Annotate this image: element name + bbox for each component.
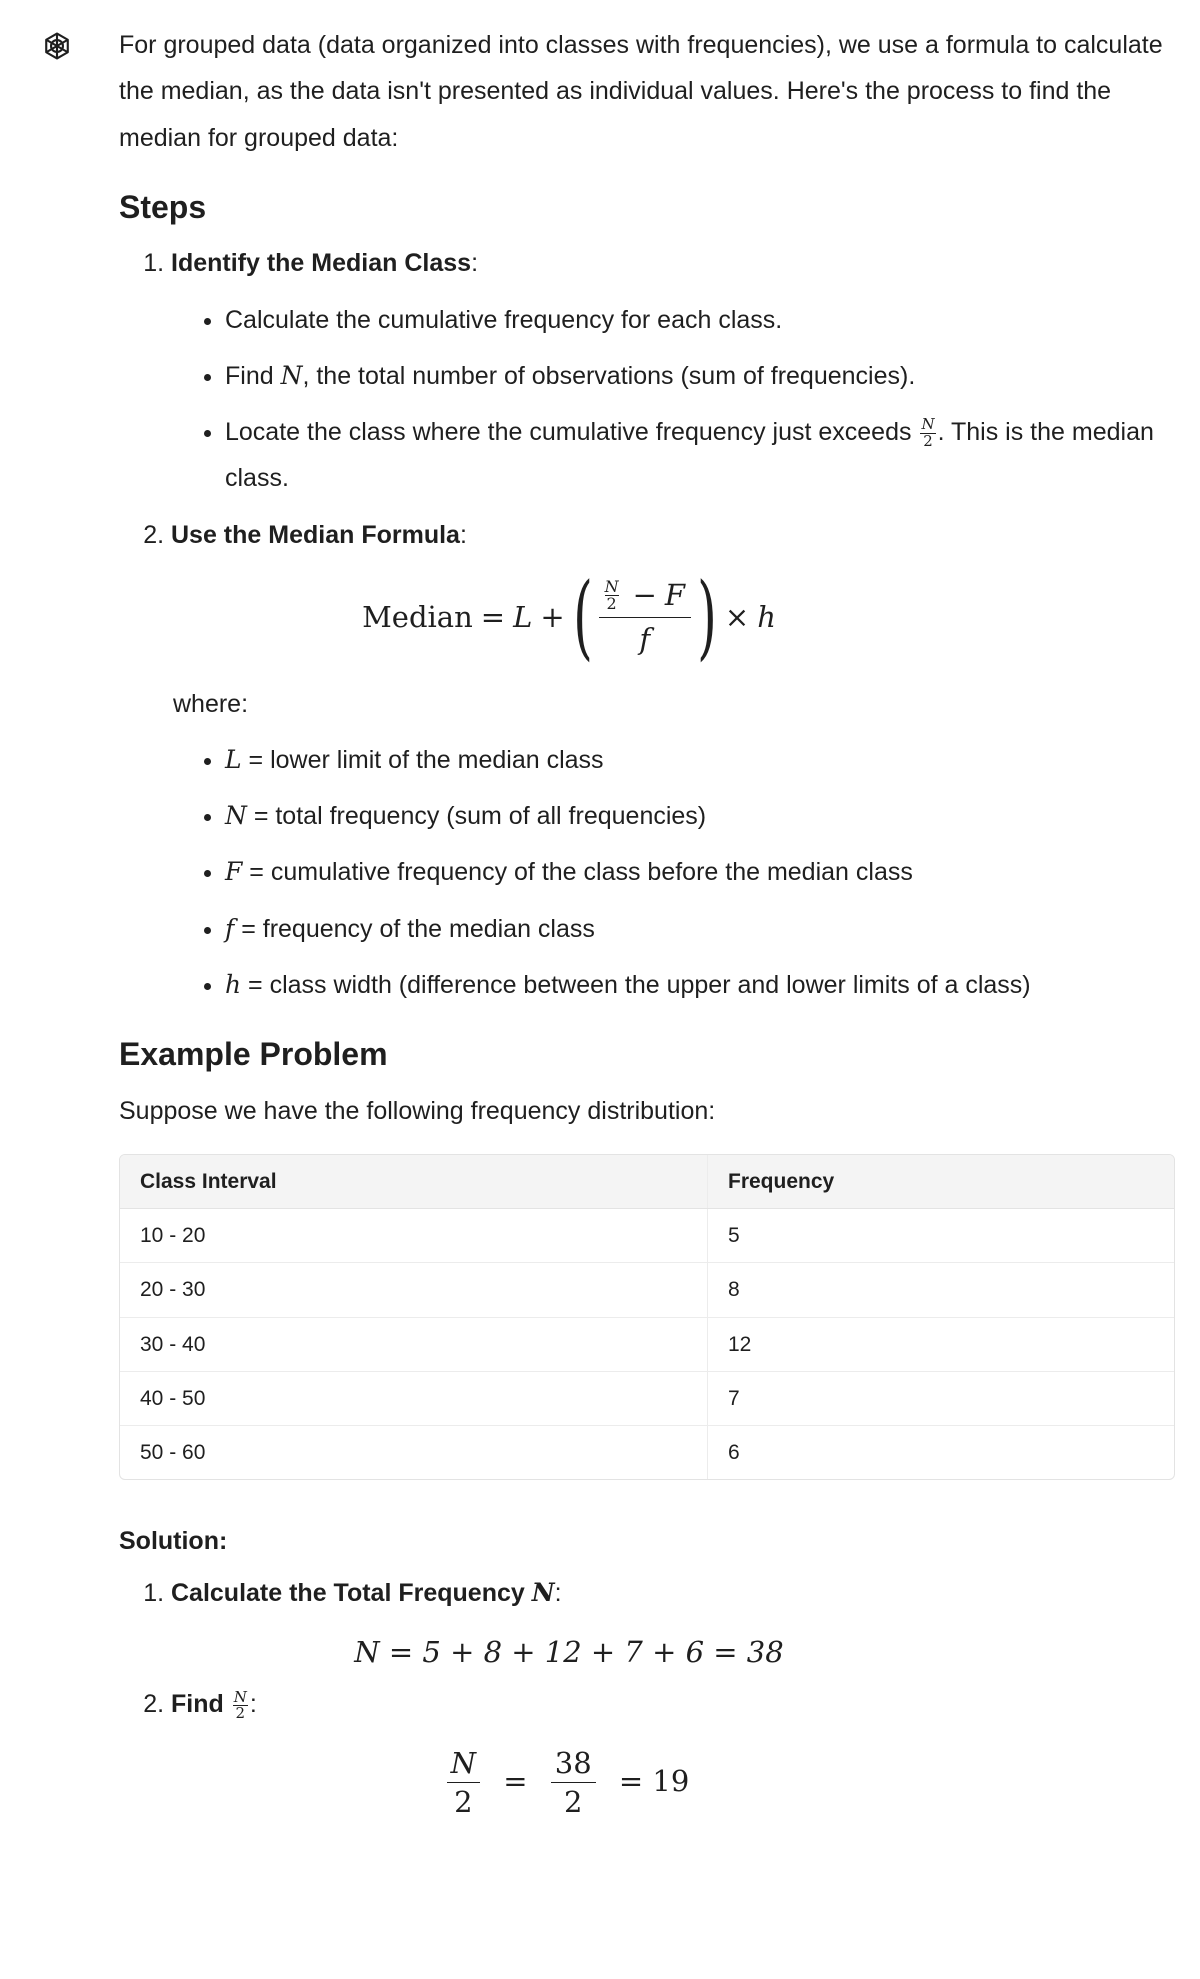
table-row: 50 - 60 6 bbox=[120, 1425, 1174, 1479]
formula-fraction: $\frac{N}{2}$ − F f bbox=[599, 578, 691, 657]
def-l: • L = lower limit of the median class bbox=[225, 737, 1169, 783]
solution-steps bbox=[119, 1570, 1169, 1616]
solution-label: Solution: bbox=[119, 1527, 228, 1556]
step-use-median-formula: 2. Use the Median Formula: bbox=[171, 512, 1169, 558]
header-frequency: Frequency bbox=[708, 1155, 1175, 1209]
message-content bbox=[119, 22, 1169, 1832]
step-identify-median-class: 1. Identify the Median Class: • Calculate the cumulative frequency for each class. • Find N, the total number of observations (sum of frequencies). • Locate the class where the cumulative frequency just exceeds $\frac{N}{2}$ . This is the median class. bbox=[171, 240, 1169, 501]
table-row: 20 - 30 8 bbox=[120, 1263, 1174, 1317]
table-row: 40 - 50 7 bbox=[120, 1371, 1174, 1425]
right-paren: ) bbox=[697, 562, 717, 670]
inline-fraction: $\frac{N}{2}$ bbox=[233, 1687, 247, 1723]
table-header-row bbox=[120, 1155, 1174, 1209]
example-heading: Example Problem bbox=[119, 1036, 388, 1073]
solution-steps-2 bbox=[119, 1681, 1169, 1727]
bullet-find-n: • Find N, the total number of observations (sum of frequencies). bbox=[225, 353, 1169, 399]
steps-list bbox=[119, 240, 1169, 558]
example-intro: Suppose we have the following frequency distribution: bbox=[119, 1096, 716, 1125]
solution-step-half: 2. Find $\frac{N}{2}$ : bbox=[171, 1681, 1169, 1727]
left-paren: ( bbox=[572, 562, 593, 670]
openai-logo-icon bbox=[40, 29, 74, 63]
where-label: where: bbox=[173, 689, 249, 718]
total-frequency-equation: N = 5 + 8 + 12 + 7 + 6 = 38 bbox=[354, 1634, 784, 1669]
step-title: Use the Median Formula bbox=[171, 520, 460, 549]
half-n-equation: $\frac{N}{2}$ = $\frac{38}{2}$ = 19 bbox=[119, 1746, 1019, 1821]
def-h: • h = class width (difference between the upper and lower limits of a class) bbox=[225, 962, 1169, 1008]
def-n: • N = total frequency (sum of all frequencies) bbox=[225, 793, 1169, 839]
median-formula: Median = L + ( $\frac{N}{2}$ − F f ) × h bbox=[362, 562, 776, 670]
bullet-cumulative: • Calculate the cumulative frequency for each class. bbox=[225, 297, 1169, 343]
steps-heading: Steps bbox=[119, 188, 207, 225]
step-title: Identify the Median Class bbox=[171, 249, 472, 278]
solution-step-total: 1. Calculate the Total Frequency N: bbox=[171, 1570, 1169, 1616]
table-row: 10 - 20 5 bbox=[120, 1209, 1174, 1263]
intro-paragraph: For grouped data (data organized into classes with frequencies), we use a formula to calculate the median, as the data isn't presented as individual values. Here's the process to find the median for grouped data: bbox=[119, 31, 1163, 152]
bullet-locate-class: • Locate the class where the cumulative frequency just exceeds $\frac{N}{2}$ . This is the median class. bbox=[225, 409, 1169, 502]
math-var: N bbox=[280, 360, 303, 390]
def-f: • f = frequency of the median class bbox=[225, 906, 1169, 952]
step1-bullets bbox=[171, 297, 1169, 502]
variable-definitions bbox=[119, 737, 1169, 1008]
def-cf: • F = cumulative frequency of the class before the median class bbox=[225, 849, 1169, 895]
inline-fraction: $\frac{N}{2}$ bbox=[921, 415, 935, 450]
frequency-table bbox=[119, 1154, 1175, 1480]
table-row: 30 - 40 12 bbox=[120, 1317, 1174, 1371]
header-class-interval: Class Interval bbox=[120, 1155, 708, 1209]
